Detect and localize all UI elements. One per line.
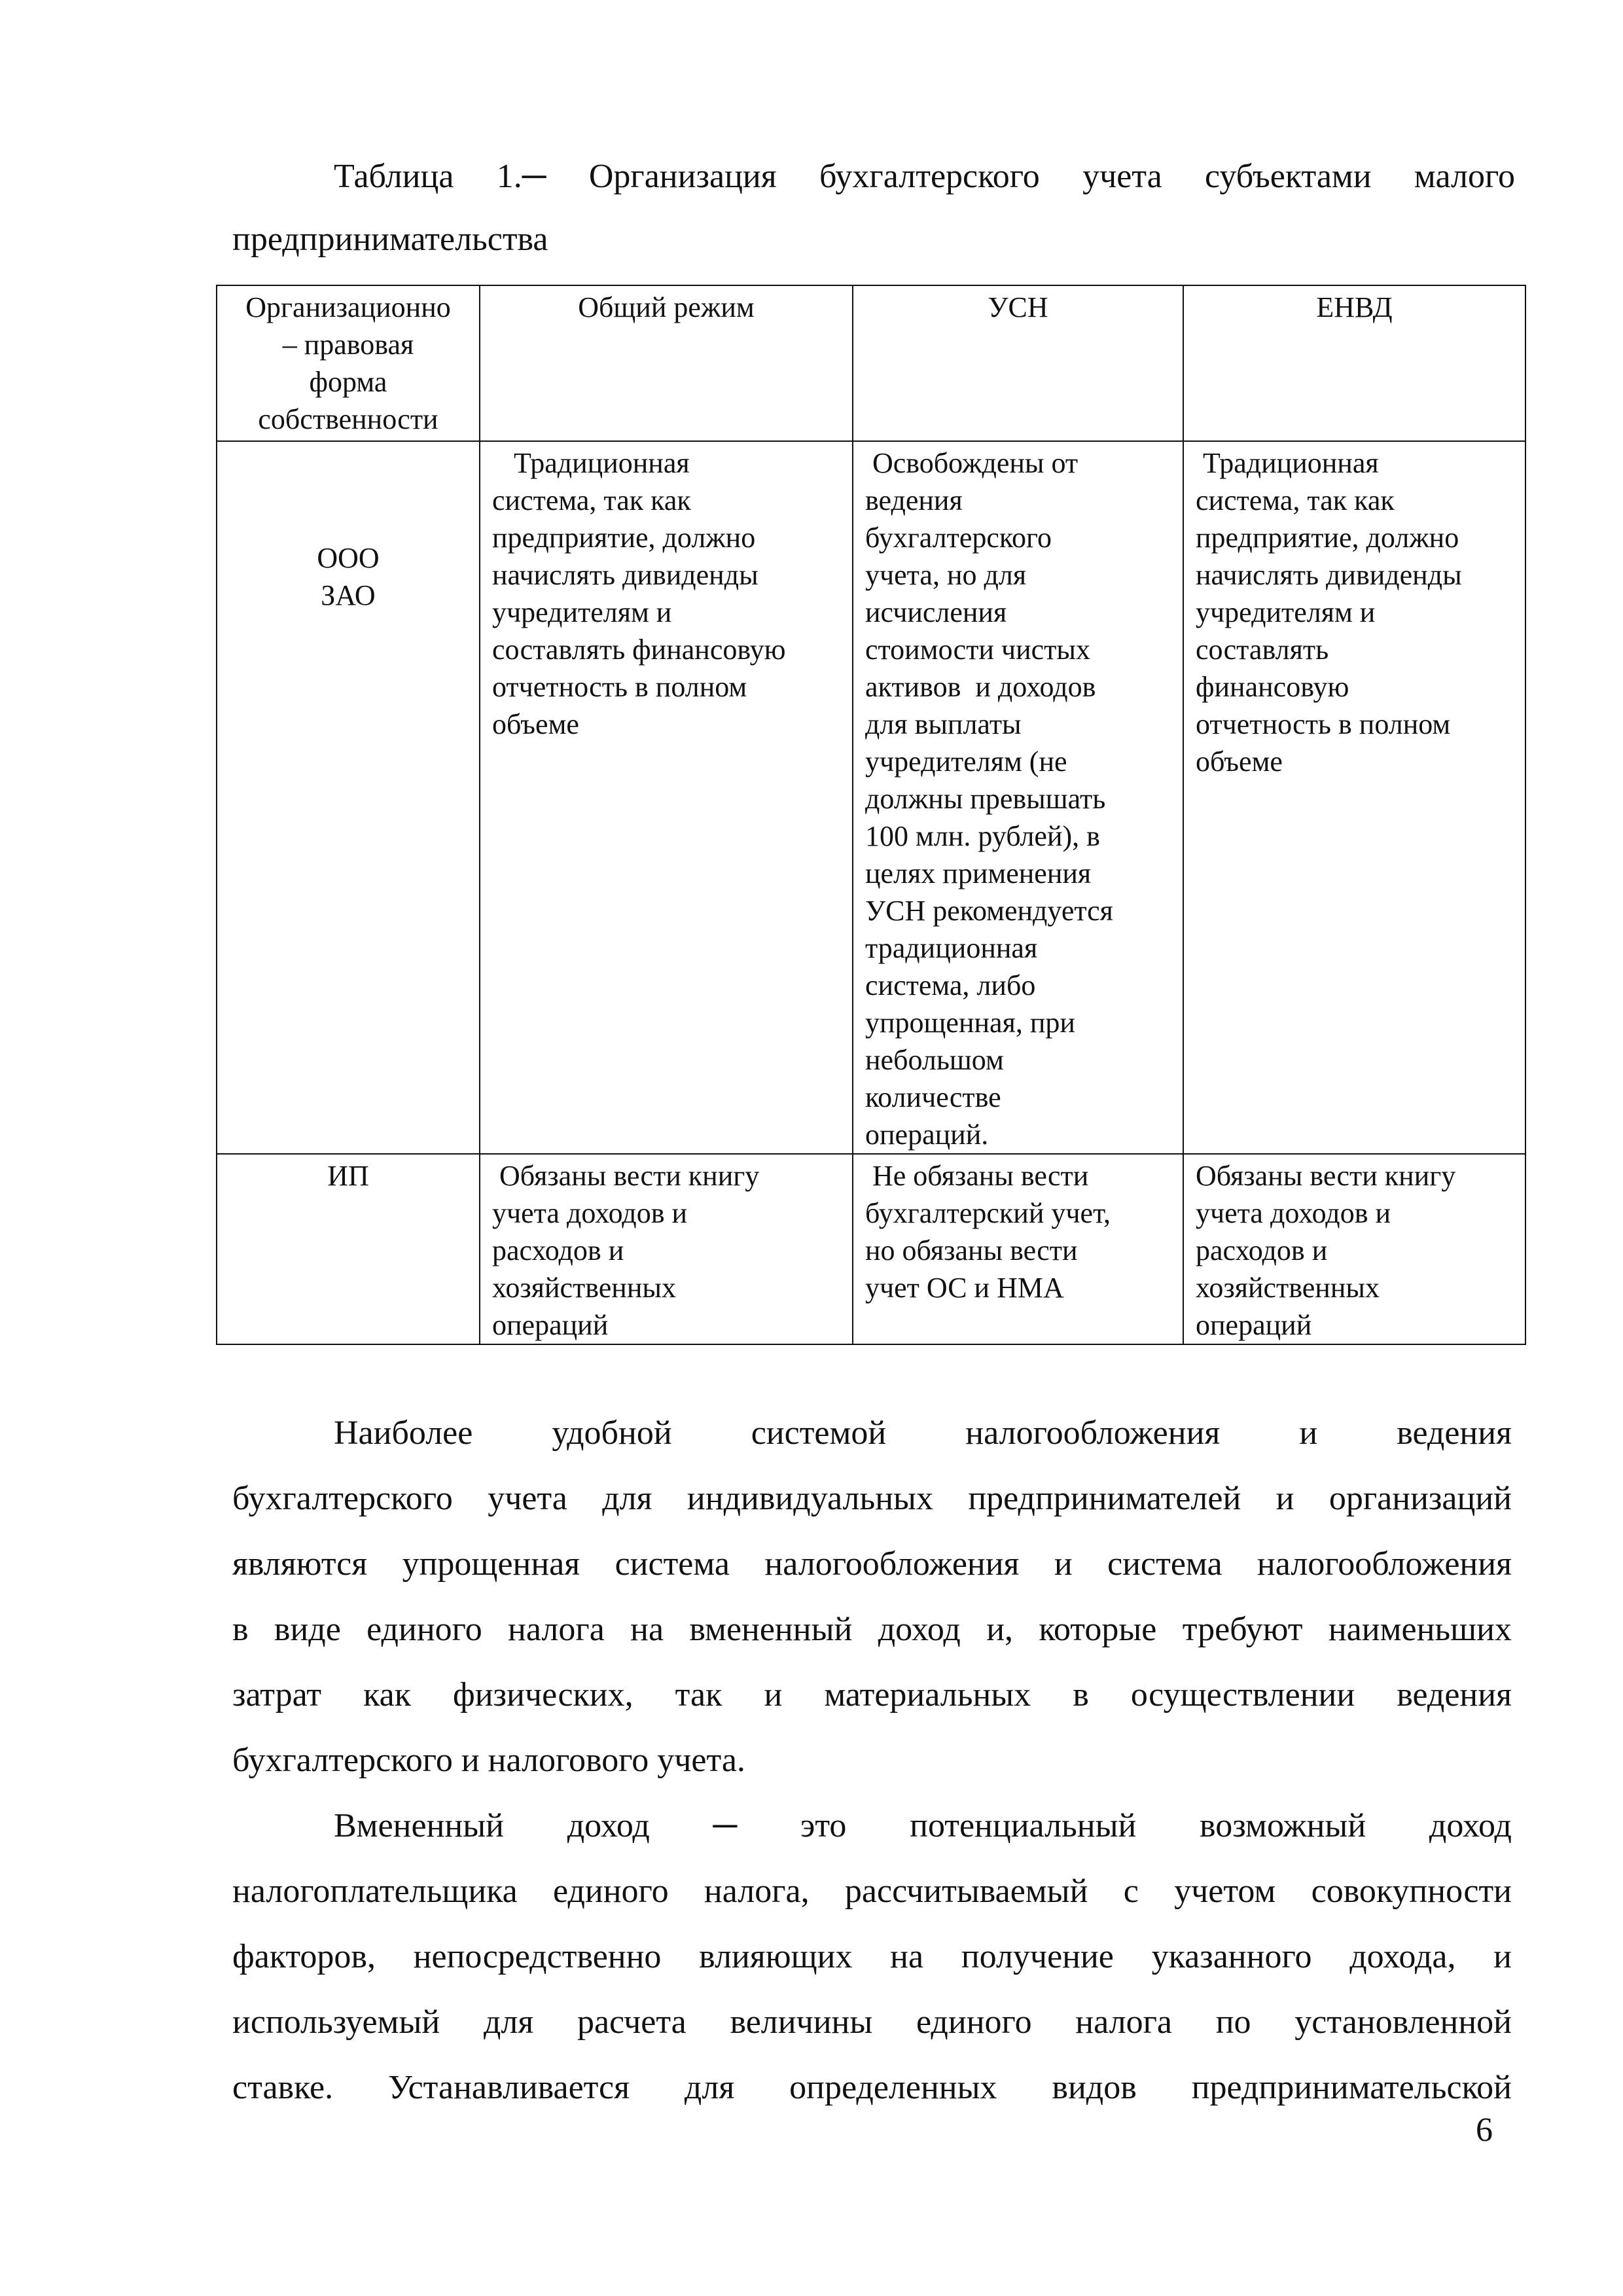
accounting-organization-table — [216, 285, 1526, 1345]
header-usn: УСН — [853, 285, 1183, 441]
row-envd-cell: Традиционная система, так как предприятие, должно начислять дивиденды учредителям и составлять финансовую отчетность в полном объеме — [1183, 441, 1525, 1154]
row-general-regime-cell: Обязаны вести книгу учета доходов и расходов и хозяйственных операций — [480, 1154, 853, 1344]
page-number: 6 — [1476, 2111, 1493, 2149]
body-paragraph-2: Вмененный доход ─ это потенциальный возможный доход налогоплательщика единого налога, рассчитываемый с учетом совокупности факторов, непосредственно влияющих на получение указанного дохода, и используемый для расчета величины единого налога по установленной ставке. Устанавливается для определенных видов предпринимательской — [232, 1807, 1512, 2106]
row-general-regime-cell: Традиционная система, так как предприятие, должно начислять дивиденды учредителям и составлять финансовую отчетность в полном объеме — [480, 441, 853, 1154]
table-caption-line-1: Таблица 1.─ Организация бухгалтерского учета субъектами малого — [334, 158, 1515, 195]
table-caption — [232, 145, 1515, 271]
row-usn-cell: Освобождены от ведения бухгалтерского учета, но для исчисления стоимости чистых активов и доходов для выплаты учредителям (не должны превышать 100 млн. рублей), в целях применения УСН рекомендуется традиционная система, либо упрощенная, при небольшом количестве операций. — [853, 441, 1183, 1154]
row-org-form-cell: ООО ЗАО — [217, 441, 480, 1154]
row-usn-cell: Не обязаны вести бухгалтерский учет, но обязаны вести учет ОС и НМА — [853, 1154, 1183, 1344]
table-row-ooo-zao — [217, 441, 1525, 1154]
header-org-form: Организационно – правовая форма собственности — [217, 285, 480, 441]
header-envd: ЕНВД — [1183, 285, 1525, 441]
table-header-row — [217, 285, 1525, 441]
header-general-regime: Общий режим — [480, 285, 853, 441]
row-org-form-cell: ИП — [217, 1154, 480, 1344]
row-envd-cell: Обязаны вести книгу учета доходов и расходов и хозяйственных операций — [1183, 1154, 1525, 1344]
table-row-ip — [217, 1154, 1525, 1344]
body-paragraph-1: Наиболее удобной системой налогообложения и ведения бухгалтерского учета для индивидуальных предпринимателей и организаций являются упрощенная система налогообложения и система налогообложения в виде единого налога на вмененный доход и, которые требуют наименьших затрат как физических, так и материальных в осуществлении ведения бухгалтерского и налогового учета. — [232, 1414, 1512, 1779]
table-caption-line-2: предпринимательства — [232, 221, 548, 258]
